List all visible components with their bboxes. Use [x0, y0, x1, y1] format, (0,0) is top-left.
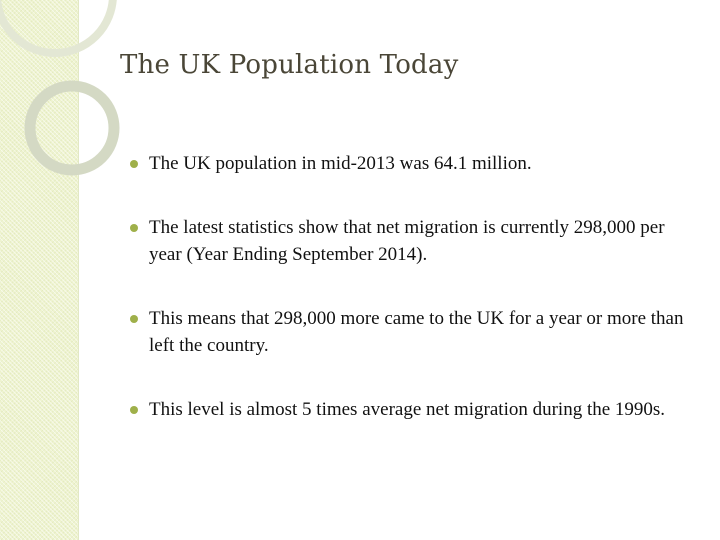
bullet-list: [130, 150, 700, 460]
decorative-ring-small: [30, 86, 114, 170]
bullet-text: The latest statistics show that net migration is currently 298,000 per year (Year Ending September 2014).: [149, 217, 665, 265]
bullet-text: This means that 298,000 more came to the UK for a year or more than left the country.: [149, 308, 684, 356]
bullet-text: This level is almost 5 times average net migration during the 1990s.: [149, 399, 666, 420]
bullet-item-population: [130, 150, 700, 177]
decorative-ring-large: [0, 0, 113, 53]
bullet-text: The UK population in mid-2013 was 64.1 million.: [149, 153, 532, 174]
bullet-item-net-migration: [130, 214, 700, 268]
bullet-dot-icon: [130, 160, 138, 168]
decorative-circles-graphic: [0, 0, 140, 200]
bullet-dot-icon: [130, 315, 138, 323]
bullet-item-comparison: [130, 396, 700, 423]
bullet-dot-icon: [130, 406, 138, 414]
slide-title: The UK Population Today: [120, 50, 459, 80]
bullet-item-meaning: [130, 305, 700, 359]
bullet-dot-icon: [130, 224, 138, 232]
